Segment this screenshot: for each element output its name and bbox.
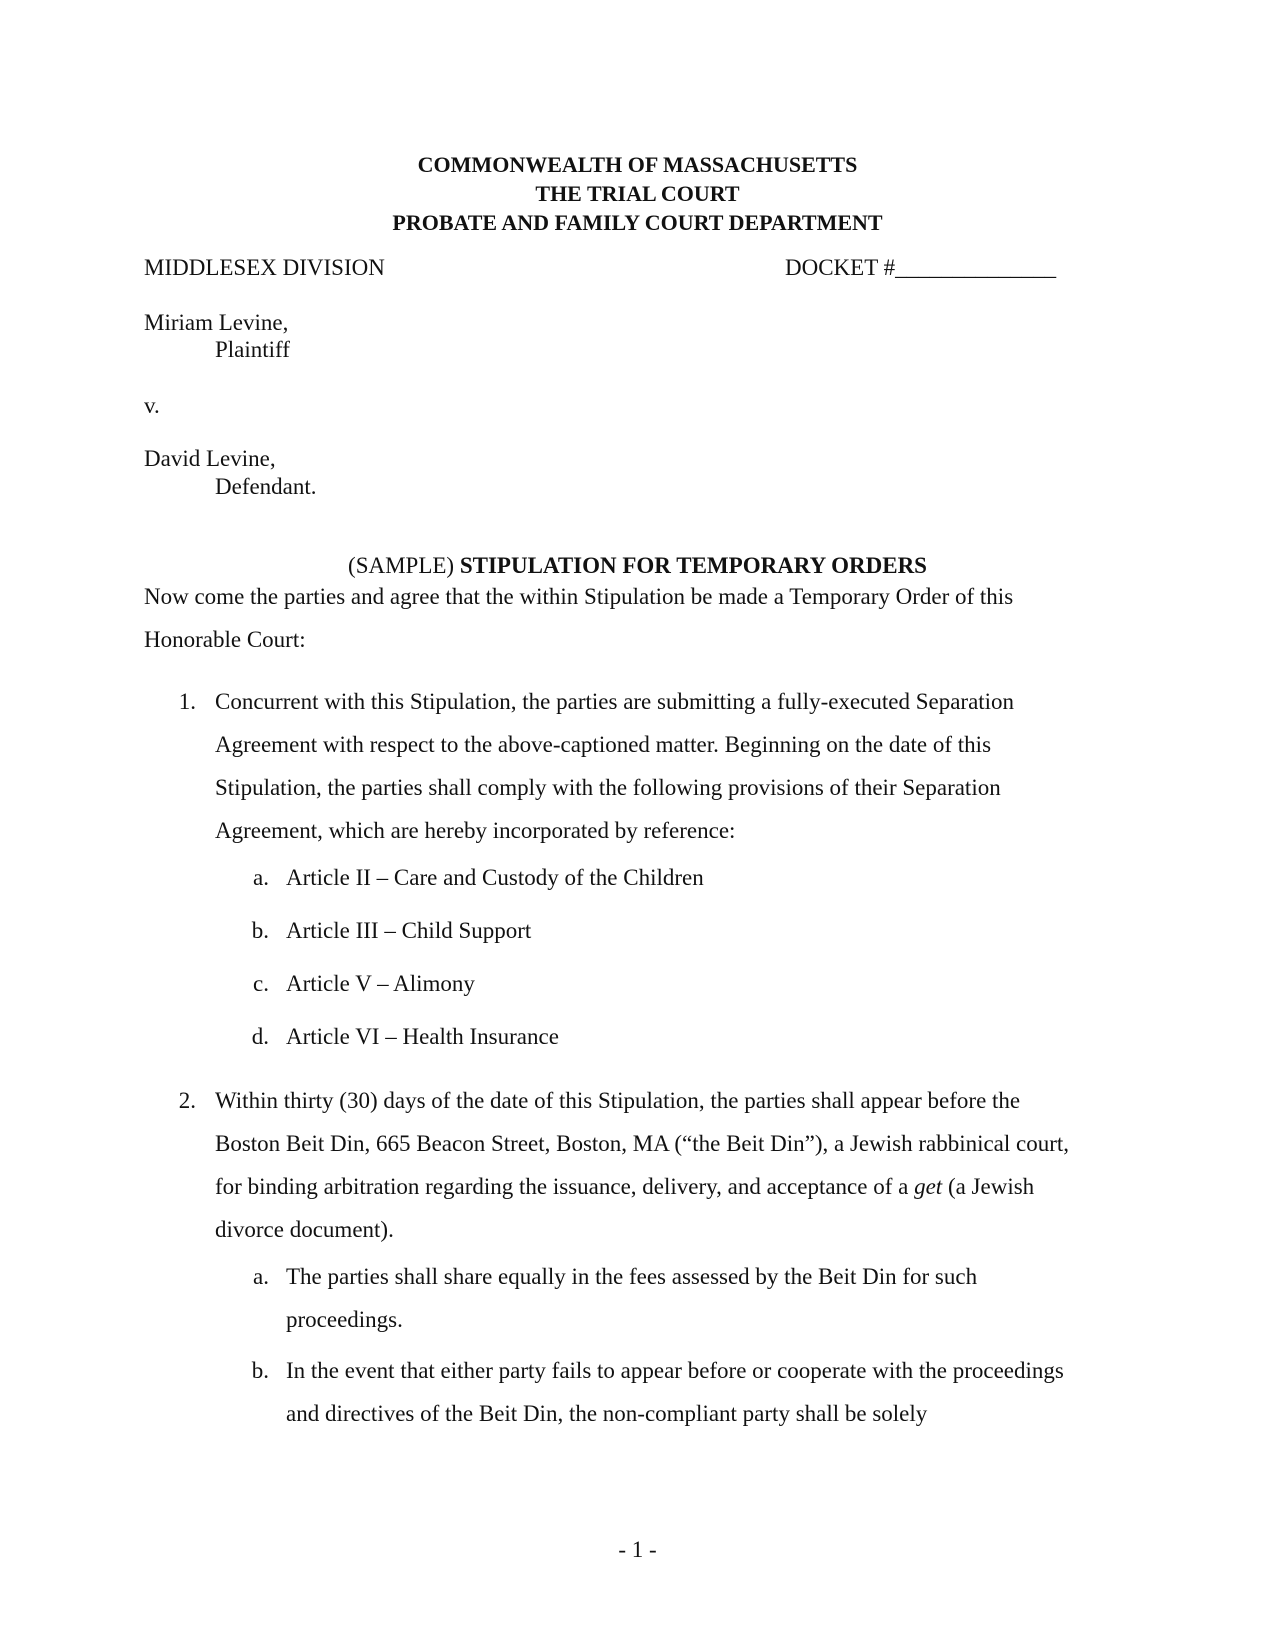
item-2-text-before: Within thirty (30) days of the date of this Stipulation, the parties shall appear before the Boston Beit Din, 665 Beacon Street, Boston, MA (“the Beit Din”), a Jewish rabbinical court, for binding arbitration regarding the issuance, delivery, and acceptance of a	[215, 1088, 1070, 1199]
caption-department: PROBATE AND FAMILY COURT DEPARTMENT	[392, 210, 883, 235]
item-2-text-after: (a Jewish divorce document).	[215, 1174, 1035, 1242]
item-1-number: 1.	[178, 689, 196, 714]
item-1b-text: Article III – Child Support	[286, 918, 532, 943]
item-1b-letter: b.	[251, 918, 269, 943]
item-1c-text: Article V – Alimony	[286, 971, 475, 996]
item-2-number: 2.	[178, 1088, 196, 1113]
defendant-name: David Levine,	[144, 446, 276, 471]
item-1a-letter: a.	[253, 865, 269, 890]
court-caption	[0, 150, 1275, 237]
versus: v.	[144, 393, 160, 418]
item-1-text: Concurrent with this Stipulation, the parties are submitting a fully-executed Separation Agreement with respect to the above-captioned matter. Beginning on the date of this Stipulation, the parties shall comply with the following provisions of their Separation Agreement, which are hereby incorporated by reference:	[215, 689, 1015, 843]
item-1d-letter: d.	[251, 1024, 269, 1049]
item-1c-letter: c.	[253, 971, 269, 996]
caption-commonwealth: COMMONWEALTH OF MASSACHUSETTS	[417, 152, 858, 177]
caption-trial-court: THE TRIAL COURT	[535, 181, 740, 206]
intro-paragraph: Now come the parties and agree that the within Stipulation be made a Temporary Order of this Honorable Court:	[144, 584, 1014, 652]
item-2b-letter: b.	[251, 1358, 269, 1383]
title-prefix: (SAMPLE)	[348, 553, 460, 578]
item-2a-text: The parties shall share equally in the fees assessed by the Beit Din for such proceedings.	[286, 1264, 978, 1332]
item-2a-letter: a.	[253, 1264, 269, 1289]
item-2-text	[215, 1079, 1070, 1251]
page-number: - 1 -	[618, 1537, 657, 1562]
item-2-text-italic: get	[914, 1174, 943, 1199]
plaintiff-name: Miriam Levine,	[144, 310, 289, 335]
item-2b-text: In the event that either party fails to appear before or cooperate with the proceedings and directives of the Beit Din, the non-compliant party shall be solely	[286, 1358, 1064, 1426]
plaintiff-role: Plaintiff	[215, 337, 290, 362]
docket-number: DOCKET #______________	[785, 255, 1057, 280]
division-label: MIDDLESEX DIVISION	[144, 255, 385, 280]
item-1a-text: Article II – Care and Custody of the Children	[286, 865, 704, 890]
item-1d-text: Article VI – Health Insurance	[286, 1024, 559, 1049]
defendant-role: Defendant.	[215, 474, 317, 499]
title-main: STIPULATION FOR TEMPORARY ORDERS	[459, 553, 927, 578]
